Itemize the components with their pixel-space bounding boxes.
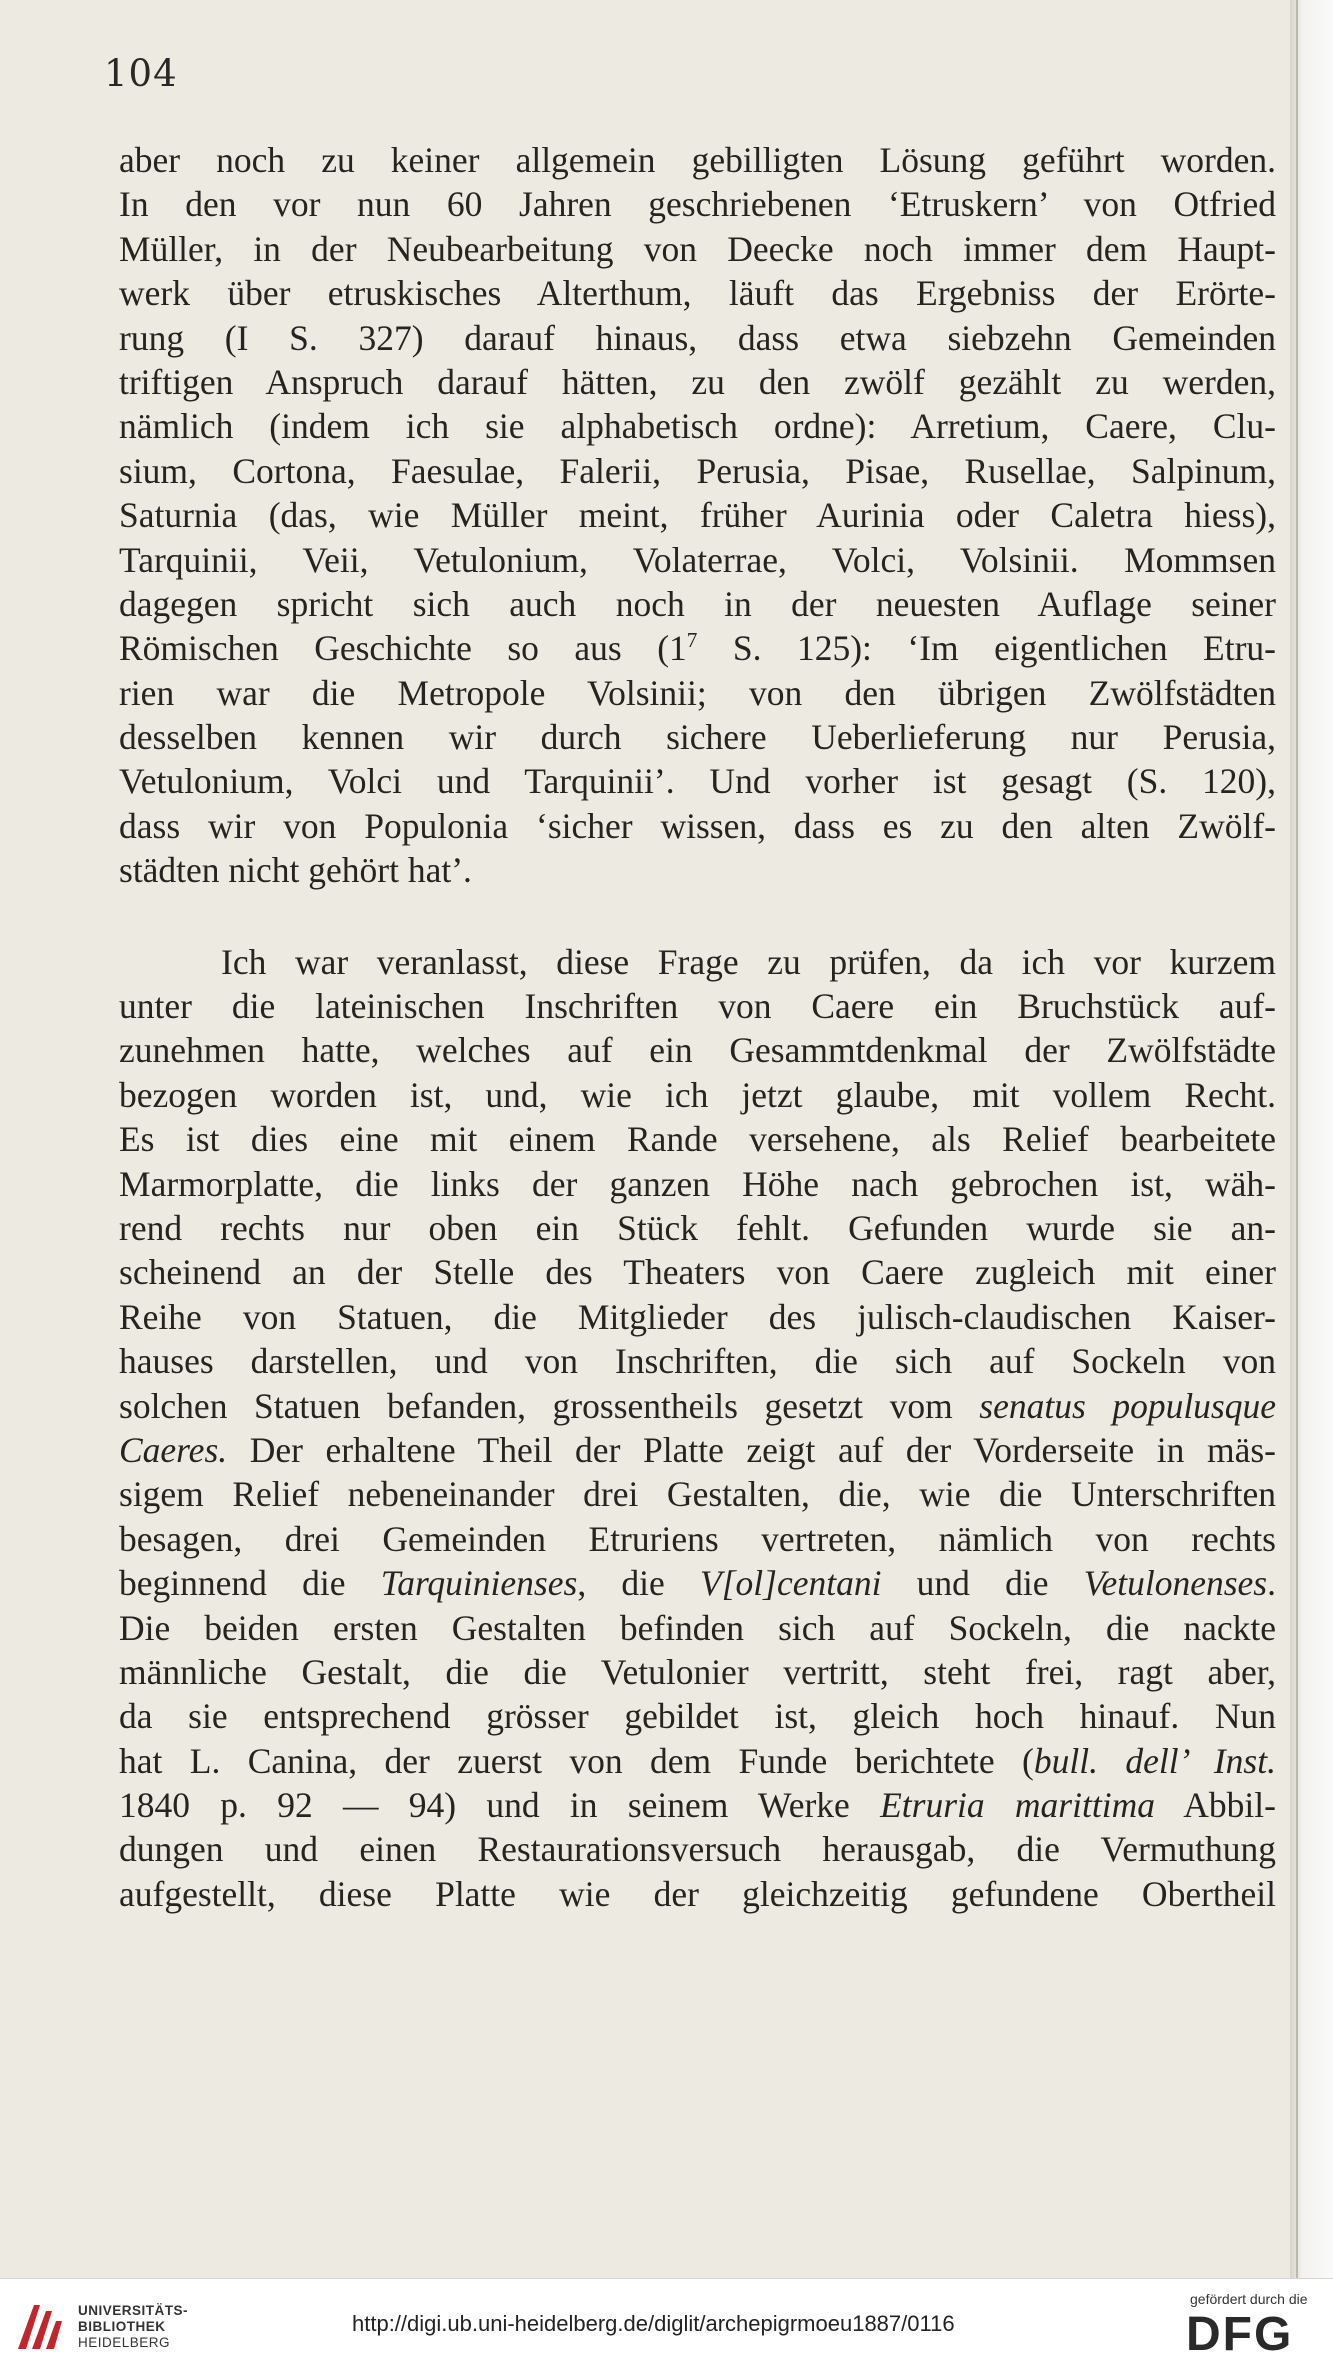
dfg-logo: DFG xyxy=(1186,2308,1294,2361)
text-line xyxy=(119,1384,1276,1428)
text-run: beginnend die xyxy=(119,1563,381,1604)
text-line: da sie entsprechend grösser gebildet ist, gleich hoch hinauf. Nun xyxy=(119,1696,1276,1737)
library-name-line: HEIDELBERG xyxy=(78,2335,171,2350)
text-line: hauses darstellen, und von Inschriften, die sich auf Sockeln von xyxy=(119,1341,1276,1382)
body-text xyxy=(119,138,1276,1916)
text-run: solchen Statuen befanden, grossentheils gesetzt vom xyxy=(119,1385,980,1426)
text-line xyxy=(119,1739,1276,1783)
text-line: Vetulonium, Volci und Tarquinii’. Und vorher ist gesagt (S. 120), xyxy=(119,761,1276,802)
text-line xyxy=(119,626,1276,670)
italic-run: senatus populusque xyxy=(979,1385,1277,1426)
text-run: S. 125): ‘Im eigentlichen Etru- xyxy=(697,628,1276,669)
text-line: rung (I S. 327) darauf hinaus, dass etwa siebzehn Gemeinden xyxy=(119,317,1276,358)
text-line: werk über etruskisches Alterthum, läuft das Ergebniss der Erörte- xyxy=(119,273,1276,314)
text-line: rien war die Metropole Volsinii; von den übrigen Zwölfstädten xyxy=(119,672,1276,713)
text-line: unter die lateinischen Inschriften von Caere ein Bruchstück auf- xyxy=(119,986,1276,1027)
text-line: bezogen worden ist, und, wie ich jetzt glaube, mit vollem Recht. xyxy=(119,1074,1276,1115)
text-run: Römischen Geschichte so aus (1 xyxy=(119,628,687,669)
text-run: , die xyxy=(577,1563,701,1604)
text-run: und die xyxy=(881,1563,1084,1604)
text-line: sigem Relief nebeneinander drei Gestalten, die, wie die Unterschriften xyxy=(119,1474,1276,1515)
italic-run: bull. dell’ Inst. xyxy=(1033,1740,1276,1781)
permalink-url[interactable]: http://digi.ub.uni-heidelberg.de/diglit/archepigrmoeu1887/0116 xyxy=(352,2311,955,2336)
text-line: dungen und einen Restaurationsversuch herausgab, die Vermuthung xyxy=(119,1829,1276,1870)
italic-run: Caeres. xyxy=(119,1429,228,1470)
text-run: . xyxy=(1267,1563,1276,1604)
text-line xyxy=(119,1561,1276,1605)
text-line xyxy=(119,1428,1276,1472)
text-line: Saturnia (das, wie Müller meint, früher Aurinia oder Caletra hiess), xyxy=(119,495,1276,536)
text-run: Der erhaltene Theil der Platte zeigt auf der Vorderseite in mäs- xyxy=(227,1429,1276,1470)
text-line: rend rechts nur oben ein Stück fehlt. Gefunden wurde sie an- xyxy=(119,1207,1276,1248)
text-line: In den vor nun 60 Jahren geschriebenen ‘Etruskern’ von Otfried xyxy=(119,184,1276,225)
text-line: dagegen spricht sich auch noch in der neuesten Auflage seiner xyxy=(119,583,1276,624)
viewer-footer xyxy=(0,2278,1333,2375)
page-number: 104 xyxy=(104,52,178,95)
text-line: zunehmen hatte, welches auf ein Gesammtdenkmal der Zwölfstädte xyxy=(119,1030,1276,1071)
text-line: sium, Cortona, Faesulae, Falerii, Perusia, Pisae, Rusellae, Salpinum, xyxy=(119,450,1276,491)
italic-run: Etruria marittima xyxy=(880,1785,1155,1826)
funded-by-label: gefördert durch die xyxy=(1190,2291,1308,2307)
text-run: 1840 p. 92 — 94) und in seinem Werke xyxy=(119,1785,881,1826)
text-line: städten nicht gehört hat’. xyxy=(119,850,472,891)
text-line: aber noch zu keiner allgemein gebilligten Lösung geführt worden. xyxy=(119,140,1276,180)
page-edge-shadow xyxy=(1290,0,1333,2278)
text-line: Ich war veranlasst, diese Frage zu prüfen, da ich vor kurzem xyxy=(221,941,1276,982)
paragraph-gap xyxy=(119,893,1276,940)
italic-run: V[ol]centani xyxy=(700,1563,882,1604)
university-library-logo-icon xyxy=(12,2297,72,2357)
text-line: scheinend an der Stelle des Theaters von Caere zugleich mit einer xyxy=(119,1252,1276,1293)
italic-run: Tarquinienses xyxy=(380,1563,578,1604)
text-line: Die beiden ersten Gestalten befinden sich auf Sockeln, die nackte xyxy=(119,1607,1276,1648)
text-line: Es ist dies eine mit einem Rande versehene, als Relief bearbeitete xyxy=(119,1119,1276,1160)
text-line: Marmorplatte, die links der ganzen Höhe nach gebrochen ist, wäh- xyxy=(119,1163,1276,1204)
text-line: nämlich (indem ich sie alphabetisch ordne): Arretium, Caere, Clu- xyxy=(119,406,1276,447)
text-line: desselben kennen wir durch sichere Ueberlieferung nur Perusia, xyxy=(119,717,1276,758)
text-line: dass wir von Populonia ‘sicher wissen, dass es zu den alten Zwölf- xyxy=(119,805,1276,846)
library-name-line: BIBLIOTHEK xyxy=(78,2319,166,2334)
text-line: Müller, in der Neubearbeitung von Deecke noch immer dem Haupt- xyxy=(119,228,1276,269)
text-line: aufgestellt, diese Platte wie der gleichzeitig gefundene Obertheil xyxy=(119,1873,1276,1914)
text-line xyxy=(119,1783,1276,1827)
text-line: triftigen Anspruch darauf hätten, zu den zwölf gezählt zu werden, xyxy=(119,361,1276,402)
text-line: besagen, drei Gemeinden Etruriens vertreten, nämlich von rechts xyxy=(119,1518,1276,1559)
text-run: hat L. Canina, der zuerst von dem Funde berichtete ( xyxy=(119,1740,1034,1781)
italic-run: Vetulonenses xyxy=(1083,1563,1268,1604)
library-name-line: UNIVERSITÄTS- xyxy=(78,2303,189,2318)
text-line: Reihe von Statuen, die Mitglieder des julisch-claudischen Kaiser- xyxy=(119,1296,1276,1337)
superscript: 7 xyxy=(686,628,698,653)
text-run: Abbil- xyxy=(1154,1785,1276,1826)
text-line: Tarquinii, Veii, Vetulonium, Volaterrae, Volci, Volsinii. Mommsen xyxy=(119,539,1276,580)
text-line: männliche Gestalt, die die Vetulonier vertritt, steht frei, ragt aber, xyxy=(119,1651,1276,1692)
